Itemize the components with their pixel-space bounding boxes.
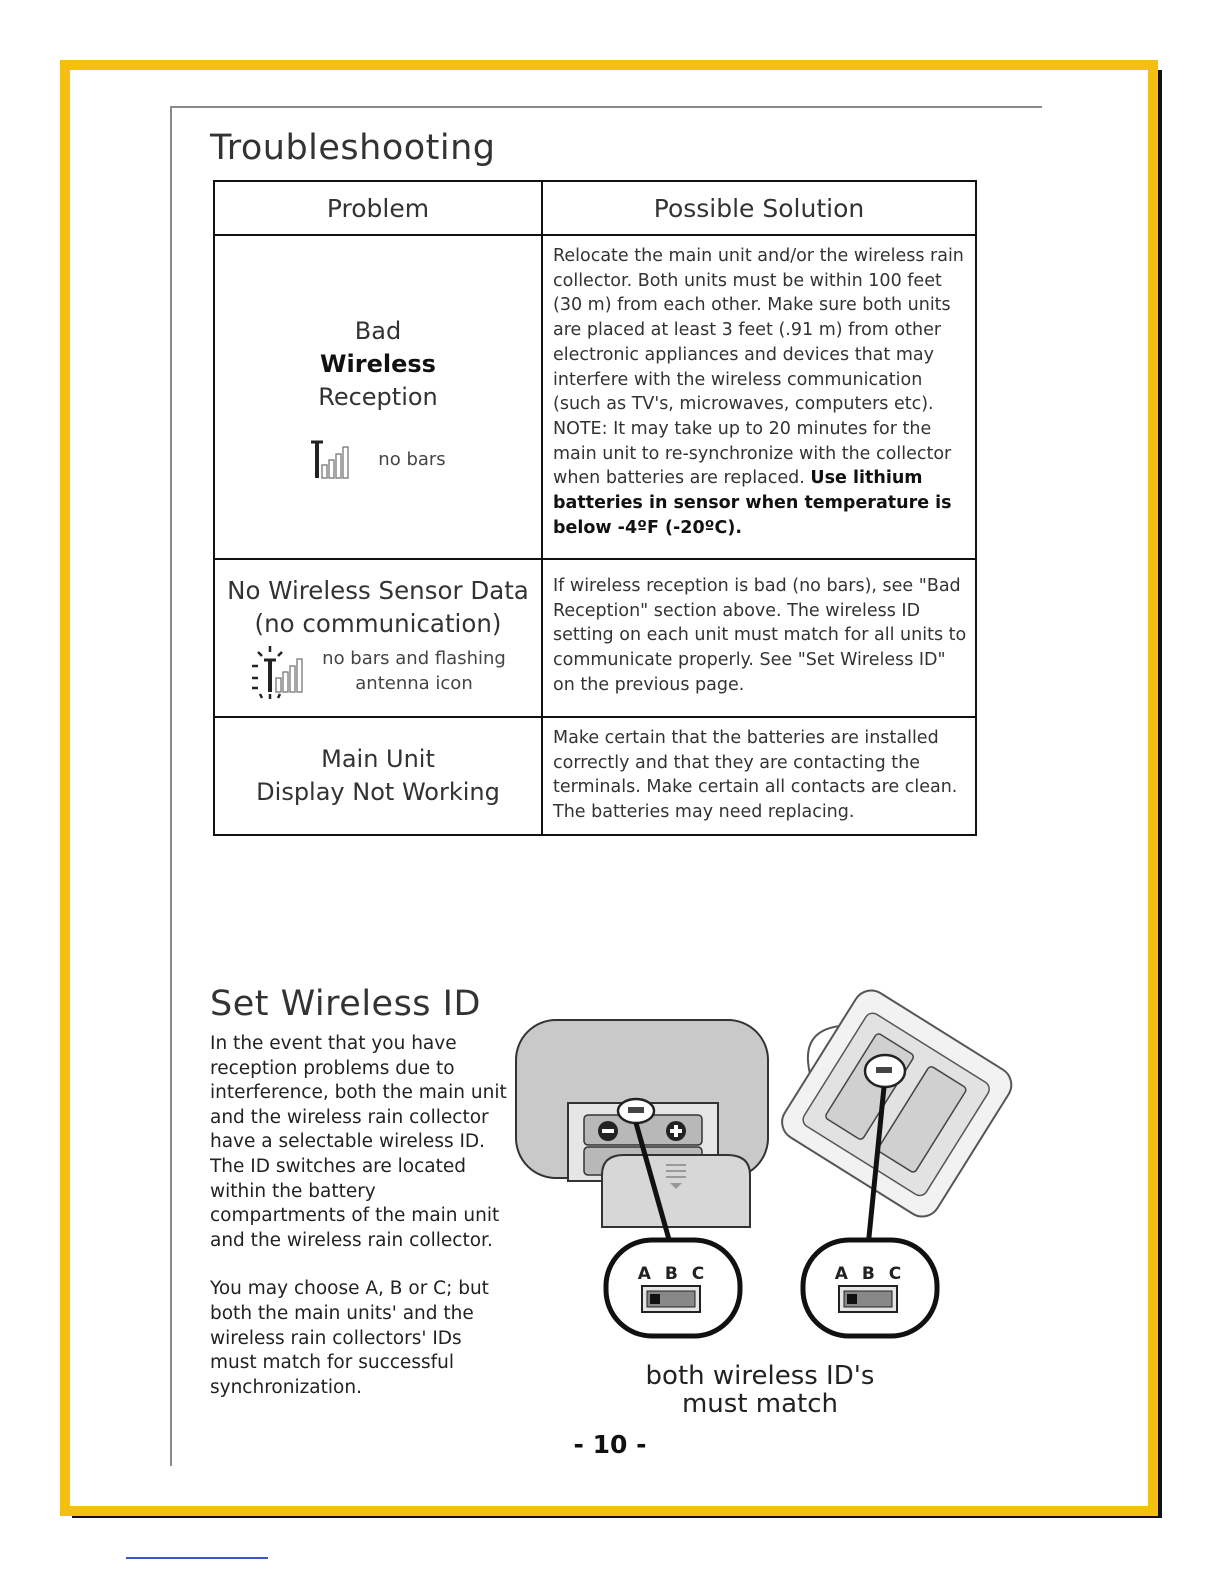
header-solution: Possible Solution (542, 181, 976, 235)
signal-label-line: antenna icon (355, 673, 473, 694)
battery-compartment-illustration (512, 975, 1022, 1355)
solution-text: Relocate the main unit and/or the wireless rain collector. Both units must be within 100 feet (30 m) from each other. Make sure both units are placed at least 3 feet (.91 m) from other electronic appliances and devices that may interfere with the wireless communication (such as TV's, microwaves, computers etc). NOTE: It may take up to 20 minutes for the main unit to re-synchronize with the collector when batteries are replaced. (553, 246, 964, 489)
problem-text-line: Main Unit (321, 745, 435, 773)
problem-text-line: Display Not Working (256, 778, 500, 806)
solution-cell: If wireless reception is bad (no bars), see "Bad Reception" section above. The wireless ID setting on each unit must match for all units to communicate properly. See "Set Wireless ID" on the previous page. (542, 559, 976, 717)
solution-cell: Make certain that the batteries are installed correctly and that they are contacting the terminals. Make certain all contacts are clean. The batteries may need replacing. (542, 717, 976, 835)
signal-label: no bars (378, 449, 446, 470)
collector-switch-label: A B C (834, 1264, 906, 1284)
top-rule (170, 106, 1042, 108)
header-problem: Problem (214, 181, 542, 235)
caption-line: both wireless ID's (645, 1361, 875, 1391)
no-bars-signal-icon (310, 440, 356, 480)
problem-cell (214, 235, 542, 559)
table-row (214, 717, 976, 835)
solution-cell (542, 235, 976, 559)
signal-label-line: no bars and flashing (322, 648, 506, 669)
wireless-id-illustration (512, 975, 1022, 1355)
problem-text-line: Wireless (320, 349, 436, 378)
table-header-row (214, 181, 976, 235)
link-underline (126, 1557, 268, 1559)
wireless-id-title: Set Wireless ID (210, 984, 481, 1024)
troubleshooting-table (213, 180, 977, 836)
left-rule (170, 106, 172, 1466)
signal-indicator (216, 440, 540, 480)
problem-text-line: (no communication) (254, 609, 502, 638)
wireless-id-paragraph: You may choose A, B or C; but both the main units' and the wireless rain collectors' IDs must match for successful synchronization. (210, 1278, 489, 1398)
troubleshooting-title: Troubleshooting (210, 128, 496, 168)
signal-indicator (216, 642, 540, 700)
wireless-id-paragraph: In the event that you have reception problems due to interference, both the main unit and the wireless rain collector have a selectable wireless ID. The ID switches are located within the battery compartments of the main unit and the wireless rain collector. (210, 1033, 507, 1251)
flashing-antenna-icon (250, 642, 310, 700)
page-number: - 10 - (573, 1430, 647, 1459)
problem-text-line: No Wireless Sensor Data (227, 576, 529, 605)
signal-label (322, 646, 506, 696)
problem-cell (214, 559, 542, 717)
caption-line: must match (681, 1389, 839, 1419)
table-row (214, 559, 976, 717)
table-row (214, 235, 976, 559)
main-unit-switch-label: A B C (637, 1264, 709, 1284)
problem-text-line: Bad (354, 316, 402, 345)
solution-bold-text: Use lithium batteries in sensor when temperature is below -4ºF (-20ºC). (553, 468, 952, 538)
problem-cell (214, 717, 542, 835)
problem-text-line: Reception (318, 382, 438, 411)
wireless-id-body (210, 1032, 510, 1424)
figure-caption (600, 1362, 920, 1418)
